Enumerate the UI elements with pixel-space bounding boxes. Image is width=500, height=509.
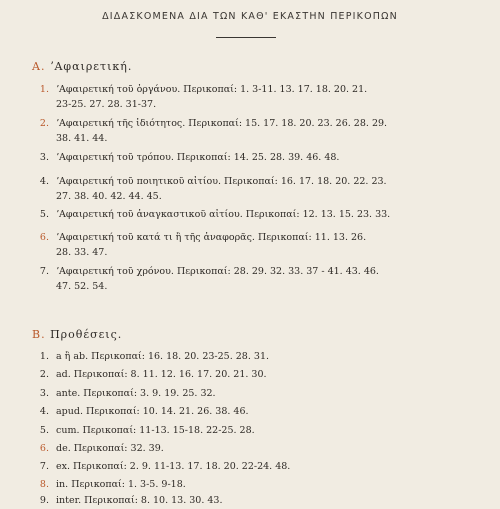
item-number: 6. <box>39 443 49 454</box>
page-header: ΔΙΔΑΣΚΟΜΕΝΑ ΔΙΑ ΤΩΝ ΚΑΘ' ΕΚΑΣΤΗΝ ΠΕΡΙΚΟΠΩΝ <box>102 11 398 22</box>
item-line2: 47. 52. 54. <box>56 280 108 292</box>
item-number: 5. <box>39 209 49 220</box>
item-text: cum. Περικοπαί: 11-13. 15-18. 22-25. 28. <box>56 425 255 436</box>
list-item <box>39 117 466 146</box>
list-item <box>39 83 466 112</box>
item-text: in. Περικοπαί: 1. 3-5. 9-18. <box>56 479 186 490</box>
section-a-letter: Α. <box>32 60 46 73</box>
item-number: 8. <box>39 479 49 490</box>
item-line2: 27. 38. 40. 42. 44. 45. <box>56 190 162 202</box>
item-number: 6. <box>39 232 49 243</box>
list-item <box>39 494 466 509</box>
list-item <box>39 424 466 439</box>
item-text: apud. Περικοπαί: 10. 14. 21. 26. 38. 46. <box>56 406 249 417</box>
header-rule <box>216 37 276 38</box>
item-number: 1. <box>39 351 49 362</box>
item-number: 4. <box>39 406 49 417</box>
item-number: 4. <box>39 176 49 187</box>
item-number: 9. <box>39 495 49 506</box>
item-line1: ʼΑφαιρετική τοῦ ὀργάνου. Περικοπαί: 1. 3-11. 13. 17. 18. 20. 21. <box>56 84 368 95</box>
list-item <box>39 231 466 260</box>
item-number: 2. <box>39 369 49 380</box>
item-text: ex. Περικοπαί: 2. 9. 11-13. 17. 18. 20. 22-24. 48. <box>56 461 291 472</box>
item-line2: 23-25. 27. 28. 31-37. <box>56 98 157 110</box>
item-line2: 38. 41. 44. <box>56 132 108 144</box>
list-item <box>39 208 466 223</box>
item-text: de. Περικοπαί: 32. 39. <box>56 443 164 454</box>
list-item <box>39 368 466 383</box>
list-item <box>39 350 466 365</box>
item-text: inter. Περικοπαί: 8. 10. 13. 30. 43. <box>56 495 223 506</box>
list-item <box>39 478 466 493</box>
item-number: 2. <box>39 118 49 129</box>
list-item <box>39 442 466 457</box>
item-line1: ʼΑφαιρετική τῆς ἰδιότητος. Περικοπαί: 15. 17. 18. 20. 23. 26. 28. 29. <box>56 118 388 129</box>
list-item <box>39 151 466 166</box>
item-line1: ʼΑφαιρετική τοῦ χρόνου. Περικοπαί: 28. 29. 32. 33. 37 - 41. 43. 46. <box>56 266 379 277</box>
item-number: 7. <box>39 266 49 277</box>
item-text: a ἢ ab. Περικοπαί: 16. 18. 20. 23-25. 28. 31. <box>56 351 270 362</box>
item-number: 3. <box>39 152 49 163</box>
section-b-letter: Β. <box>32 328 46 341</box>
item-line2: 28. 33. 47. <box>56 246 108 258</box>
item-line1: ʼΑφαιρετική τοῦ τρόπου. Περικοπαί: 14. 25. 28. 39. 46. 48. <box>56 152 340 163</box>
item-line1: ʼΑφαιρετική τοῦ κατά τι ἢ τῆς ἀναφορᾶς. Περικοπαί: 11. 13. 26. <box>56 232 367 243</box>
item-number: 1. <box>39 84 49 95</box>
list-item <box>39 387 466 402</box>
list-item <box>39 175 466 204</box>
item-line1: ʼΑφαιρετική τοῦ ποιητικοῦ αἰτίου. Περικοπαί: 16. 17. 18. 20. 22. 23. <box>56 176 387 187</box>
item-number: 3. <box>39 388 49 399</box>
section-b-label: Προθέσεις. <box>45 328 123 341</box>
item-text: ad. Περικοπαί: 8. 11. 12. 16. 17. 20. 21. 30. <box>56 369 267 380</box>
item-number: 5. <box>39 425 49 436</box>
item-line1: ʼΑφαιρετική τοῦ ἀναγκαστικοῦ αἰτίου. Περικοπαί: 12. 13. 15. 23. 33. <box>56 209 391 220</box>
item-text: ante. Περικοπαί: 3. 9. 19. 25. 32. <box>56 388 216 399</box>
list-item <box>39 460 466 475</box>
list-item <box>39 405 466 420</box>
section-b-title <box>32 328 122 341</box>
list-item <box>39 265 466 294</box>
section-a-label: ʼΑφαιρετική. <box>45 60 133 73</box>
item-number: 7. <box>39 461 49 472</box>
section-a-title <box>32 60 132 73</box>
